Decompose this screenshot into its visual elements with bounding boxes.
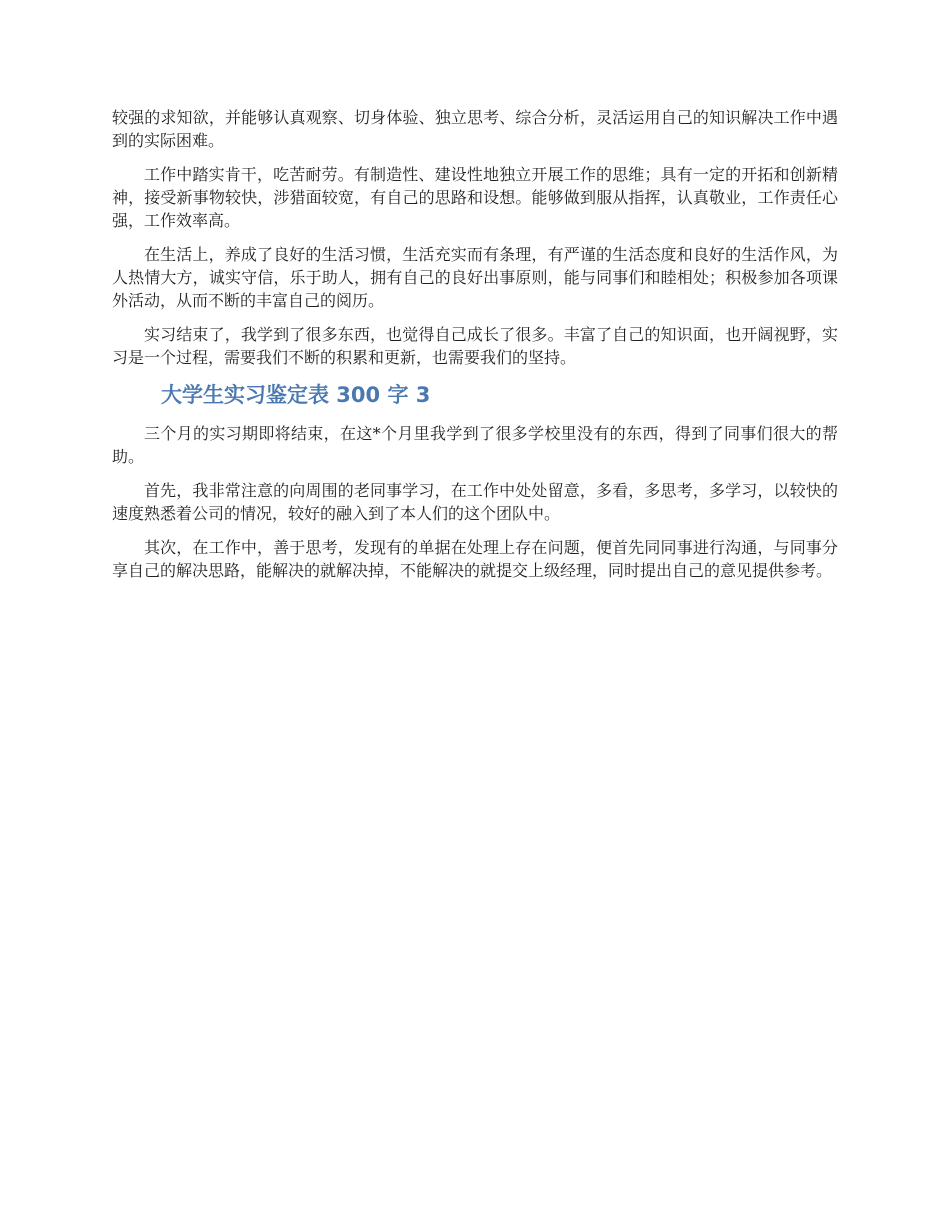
paragraph-work-attitude: 工作中踏实肯干，吃苦耐劳。有制造性、建设性地独立开展工作的思维；具有一定的开拓和创新精神，接受新事物较快，涉猎面较宽，有自己的思路和设想。能够做到服从指挥，认真敬业，工作责任心强，工作效率高。 xyxy=(112,165,838,230)
paragraph-summary: 实习结束了，我学到了很多东西，也觉得自己成长了很多。丰富了自己的知识面，也开阔视野，实习是一个过程，需要我们不断的积累和更新，也需要我们的坚持。 xyxy=(112,325,838,367)
paragraph-intro: 三个月的实习期即将结束，在这*个月里我学到了很多学校里没有的东西，得到了同事们很大的帮助。 xyxy=(112,424,838,466)
paragraph-continued: 较强的求知欲，并能够认真观察、切身体验、独立思考、综合分析，灵活运用自己的知识解决工作中遇到的实际困难。 xyxy=(112,108,838,150)
paragraph-second: 其次，在工作中，善于思考，发现有的单据在处理上存在问题，便首先同同事进行沟通，与同事分享自己的解决思路，能解决的就解决掉，不能解决的就提交上级经理，同时提出自己的意见提供参考。 xyxy=(112,538,838,580)
section-heading: 大学生实习鉴定表 300 字 3 xyxy=(161,383,431,407)
document-page xyxy=(112,106,838,593)
paragraph-first: 首先，我非常注意的向周围的老同事学习，在工作中处处留意，多看，多思考，多学习，以较快的速度熟悉着公司的情况，较好的融入到了本人们的这个团队中。 xyxy=(112,481,838,523)
paragraph-life: 在生活上，养成了良好的生活习惯，生活充实而有条理，有严谨的生活态度和良好的生活作风，为人热情大方，诚实守信，乐于助人，拥有自己的良好出事原则，能与同事们和睦相处；积极参加各项课外活动，从而不断的丰富自己的阅历。 xyxy=(112,245,838,310)
